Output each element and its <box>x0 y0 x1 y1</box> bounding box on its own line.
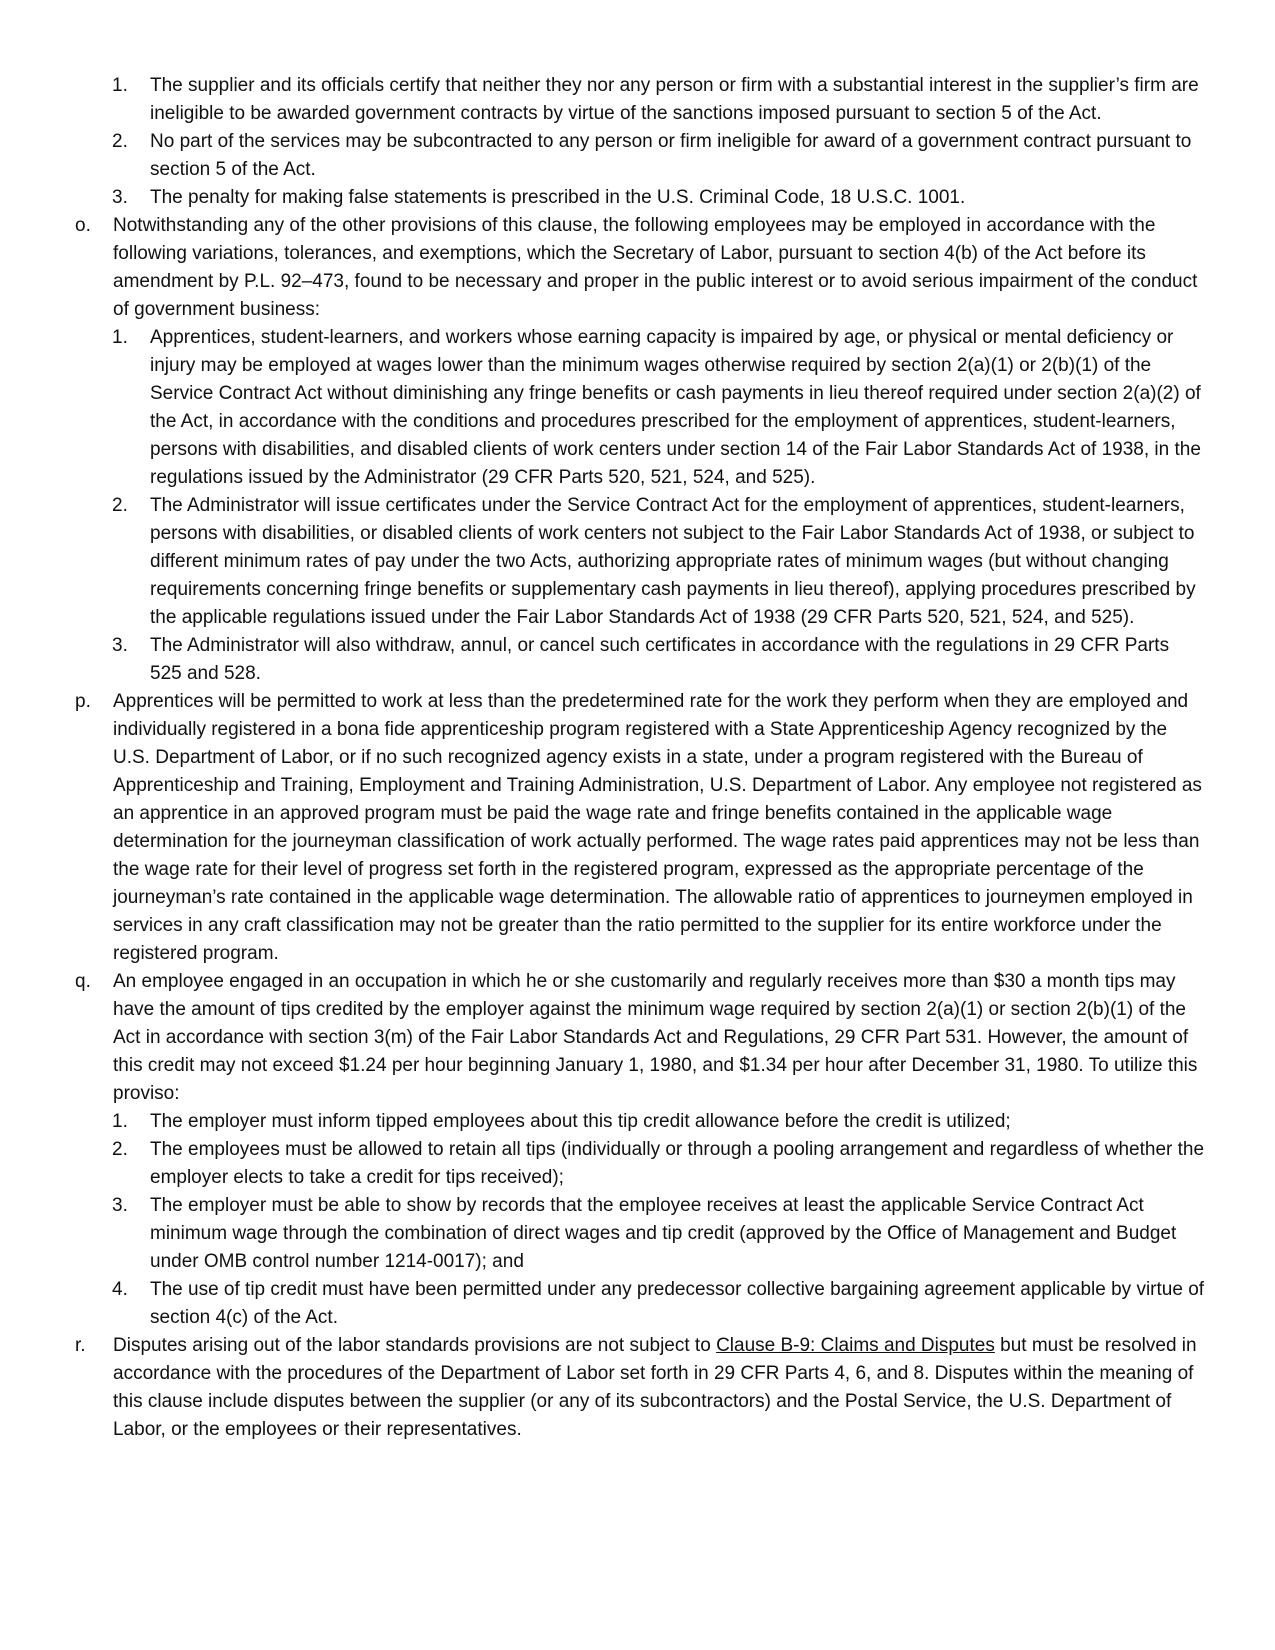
item-marker: 2. <box>112 1139 128 1160</box>
clause-marker: r. <box>75 1335 86 1356</box>
clause-o <box>0 212 1275 324</box>
clause-b9-link[interactable]: Clause B-9: Claims and Disputes <box>716 1335 995 1356</box>
item-marker: 3. <box>112 635 128 656</box>
item-text: The penalty for making false statements is prescribed in the U.S. Criminal Code, 18 U.S.C. 1001. <box>150 187 966 208</box>
clause-text-after: but must be resolved in accordance with the procedures of the Department of Labor set forth in 29 CFR Parts 4, 6, and 8. Disputes within the meaning of this clause include disputes between the supplier (or any of its subcontractors) and the Postal Service, the U.S. Department of Labor, or the employees or their representatives. <box>113 1335 1197 1440</box>
list-item-q4 <box>0 1276 1275 1332</box>
item-marker: 1. <box>112 75 128 96</box>
clause-list <box>0 72 1275 1444</box>
list-item-n2 <box>0 128 1275 184</box>
item-text: The supplier and its officials certify that neither they nor any person or firm with a substantial interest in the supplier’s firm are ineligible to be awarded government contracts by virtue of the sanctions imposed pursuant to section 5 of the Act. <box>150 75 1199 124</box>
list-item-o1 <box>0 324 1275 492</box>
item-text: The Administrator will issue certificates under the Service Contract Act for the employment of apprentices, student-learners, persons with disabilities, or disabled clients of work centers not subject to the Fair Labor Standards Act of 1938, or subject to different minimum rates of pay under the two Acts, authorizing appropriate rates of minimum wages (but without changing requirements concerning fringe benefits or supplementary cash payments in lieu thereof), applying procedures prescribed by the applicable regulations issued under the Fair Labor Standards Act of 1938 (29 CFR Parts 520, 521, 524, and 525). <box>150 495 1196 628</box>
item-marker: 1. <box>112 327 128 348</box>
clause-marker: o. <box>75 215 91 236</box>
clause-marker: q. <box>75 971 91 992</box>
list-item-q2 <box>0 1136 1275 1192</box>
item-text: The employer must be able to show by records that the employee receives at least the applicable Service Contract Act minimum wage through the combination of direct wages and tip credit (approved by the Office of Management and Budget under OMB control number 1214-0017); and <box>150 1195 1177 1272</box>
item-text: The employees must be allowed to retain all tips (individually or through a pooling arrangement and regardless of whether the employer elects to take a credit for tips received); <box>150 1139 1205 1188</box>
clause-r <box>0 1332 1275 1444</box>
item-marker: 3. <box>112 1195 128 1216</box>
list-item-o2 <box>0 492 1275 632</box>
item-marker: 4. <box>112 1279 128 1300</box>
list-item-q3 <box>0 1192 1275 1276</box>
item-marker: 2. <box>112 495 128 516</box>
list-item-n3 <box>0 184 1275 212</box>
clause-text-before: Disputes arising out of the labor standards provisions are not subject to <box>113 1335 717 1356</box>
clause-q <box>0 968 1275 1108</box>
clause-p <box>0 688 1275 968</box>
clause-marker: p. <box>75 691 91 712</box>
item-text: The employer must inform tipped employees about this tip credit allowance before the credit is utilized; <box>150 1111 1011 1132</box>
item-text: The use of tip credit must have been permitted under any predecessor collective bargaining agreement applicable by virtue of section 4(c) of the Act. <box>150 1279 1205 1328</box>
clause-text: An employee engaged in an occupation in which he or she customarily and regularly receives more than $30 a month tips may have the amount of tips credited by the employer against the minimum wage required by section 2(a)(1) or section 2(b)(1) of the Act in accordance with section 3(m) of the Fair Labor Standards Act and Regulations, 29 CFR Part 531. However, the amount of this credit may not exceed $1.24 per hour beginning January 1, 1980, and $1.34 per hour after December 31, 1980. To utilize this proviso: <box>113 971 1198 1104</box>
item-marker: 2. <box>112 131 128 152</box>
list-item-q1 <box>0 1108 1275 1136</box>
item-marker: 3. <box>112 187 128 208</box>
list-item-o3 <box>0 632 1275 688</box>
item-text: The Administrator will also withdraw, annul, or cancel such certificates in accordance with the regulations in 29 CFR Parts 525 and 528. <box>150 635 1170 684</box>
item-text: Apprentices, student-learners, and workers whose earning capacity is impaired by age, or physical or mental deficiency or injury may be employed at wages lower than the minimum wages otherwise required by section 2(a)(1) or 2(b)(1) of the Service Contract Act without diminishing any fringe benefits or cash payments in lieu thereof required under section 2(a)(2) of the Act, in accordance with the conditions and procedures prescribed for the employment of apprentices, student-learners, persons with disabilities, and disabled clients of work centers under section 14 of the Fair Labor Standards Act of 1938, in the regulations issued by the Administrator (29 CFR Parts 520, 521, 524, and 525). <box>150 327 1201 488</box>
item-marker: 1. <box>112 1111 128 1132</box>
list-item-n1 <box>0 72 1275 128</box>
clause-text: Apprentices will be permitted to work at less than the predetermined rate for the work they perform when they are employed and individually registered in a bona fide apprenticeship program registered with a State Apprenticeship Agency recognized by the U.S. Department of Labor, or if no such recognized agency exists in a state, under a program registered with the Bureau of Apprenticeship and Training, Employment and Training Administration, U.S. Department of Labor. Any employee not registered as an apprentice in an approved program must be paid the wage rate and fringe benefits contained in the applicable wage determination for the journeyman classification of work actually performed. The wage rates paid apprentices may not be less than the wage rate for their level of progress set forth in the registered program, expressed as the appropriate percentage of the journeyman’s rate contained in the applicable wage determination. The allowable ratio of apprentices to journeymen employed in services in any craft classification may not be greater than the ratio permitted to the supplier for its entire workforce under the registered program. <box>113 691 1202 964</box>
clause-text: Notwithstanding any of the other provisions of this clause, the following employees may be employed in accordance with the following variations, tolerances, and exemptions, which the Secretary of Labor, pursuant to section 4(b) of the Act before its amendment by P.L. 92–473, found to be necessary and proper in the public interest or to avoid serious impairment of the conduct of government business: <box>113 215 1198 320</box>
item-text: No part of the services may be subcontracted to any person or firm ineligible for award of a government contract pursuant to section 5 of the Act. <box>150 131 1192 180</box>
